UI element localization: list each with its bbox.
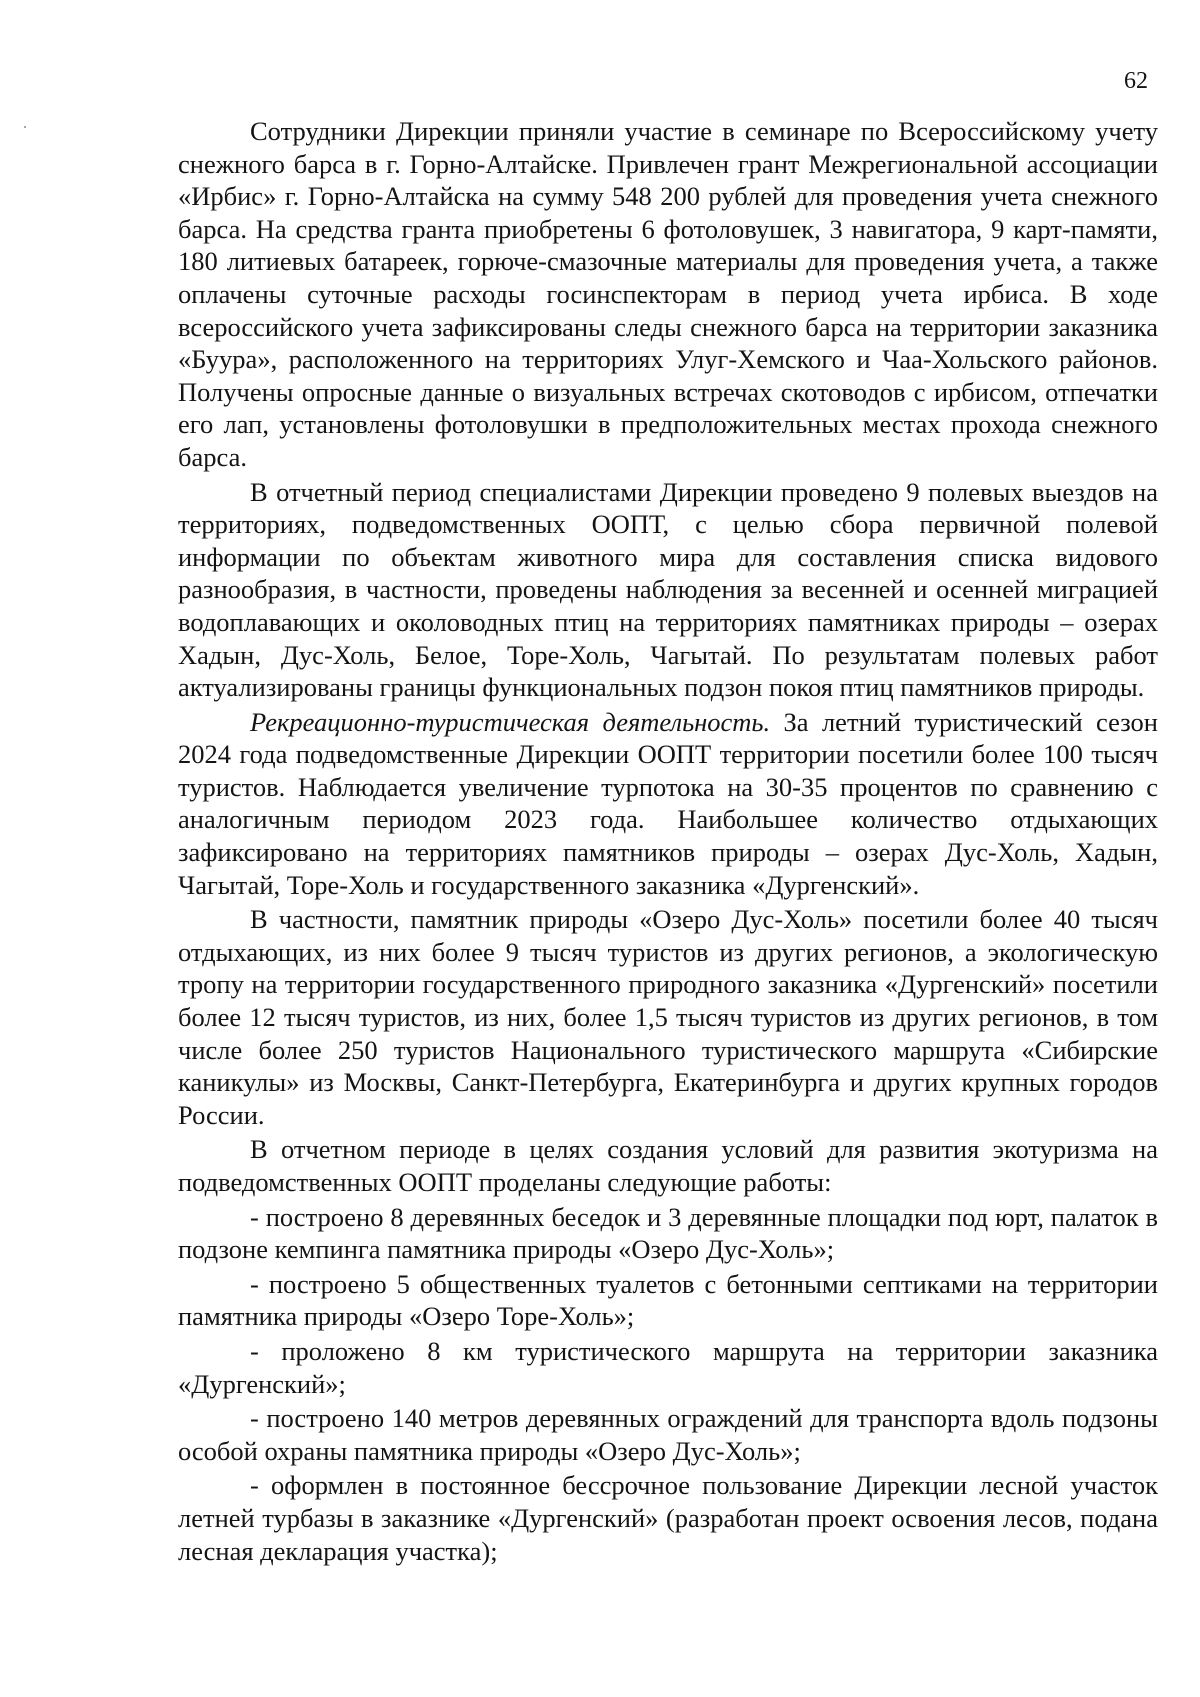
paragraph-recreation-tourism (178, 706, 1158, 902)
list-item-gazebos: - построено 8 деревянных беседок и 3 деревянные площадки под юрт, палаток в подзоне кемпинга памятника природы «Озеро Дус-Холь»; (178, 1201, 1158, 1265)
paragraph-ecotourism-works-intro: В отчетном периоде в целях создания условий для развития экотуризма на подведомственных ООПТ проделаны следующие работы: (178, 1134, 1158, 1197)
list-item-fences: - построено 140 метров деревянных ограждений для транспорта вдоль подзоны особой охраны памятника природы «Озеро Дус-Холь»; (178, 1403, 1158, 1466)
page-number: 62 (1124, 68, 1148, 94)
paragraph-snow-leopard-census: Сотрудники Дирекции приняли участие в семинаре по Всероссийскому учету снежного барса в г. Горно-Алтайске. Привлечен грант Межрегиональной ассоциации «Ирбис» г. Горно-Алтайска на сумму 548 200 рублей для проведения учета снежного барса. На средства гранта приобретены 6 фотоловушек, 3 навигатора, 9 карт-памяти, 180 литиевых батареек, горюче-смазочные материалы для проведения учета, а также оплачены суточные расходы госинспекторам в период учета ирбиса. В ходе всероссийского учета зафиксированы следы снежного барса на территории заказника «Буура», расположенного на территориях Улуг-Хемского и Чаа-Хольского районов. Получены опросные данные о визуальных встречах скотоводов с ирбисом, отпечатки его лап, установлены фотоловушки в предположительных местах прохода снежного барса. (178, 116, 1158, 472)
list-item-toilets: - построено 5 общественных туалетов с бетонными септиками на территории памятника природы «Озеро Торе-Холь»; (178, 1268, 1158, 1332)
list-item-tourist-route: - проложено 8 км туристического маршрута на территории заказника «Дургенский»; (178, 1335, 1158, 1399)
body-text (178, 115, 1158, 1569)
paragraph-field-trips: В отчетный период специалистами Дирекции проведено 9 полевых выездов на территориях, подведомственных ООПТ, с целью сбора первичной полевой информации по объектам животного мира для составления списка видового разнообразия, в частности, проведены наблюдения за весенней и осенней миграцией водоплавающих и околоводных птиц на территориях памятниках природы – озерах Хадын, Дус-Холь, Белое, Торе-Холь, Чагытай. По результатам полевых работ актуализированы границы функциональных подзон покоя птиц памятников природы. (178, 476, 1158, 703)
list-item-forest-plot: - оформлен в постоянное бессрочное пользование Дирекции лесной участок летней турбазы в заказнике «Дургенский» (разработан проект освоения лесов, подана лесная декларация участка); (178, 1470, 1158, 1566)
scan-speck (24, 126, 26, 128)
paragraph-recreation-text: За летний туристический сезон 2024 года подведомственные Дирекции ООПТ территории посетили более 100 тысяч туристов. Наблюдается увеличение турпотока на 30-35 процентов по сравнению с аналогичным периодом 2023 года. Наибольшее количество отдыхающих зафиксировано на территориях памятников природы – озерах Дус-Холь, Хадын, Чагытай, Торе-Холь и государственного заказника «Дургенский». (178, 706, 1158, 900)
section-lead-recreation: Рекреационно-туристическая деятельность. (250, 706, 771, 737)
paragraph-visitors-detail: В частности, памятник природы «Озеро Дус-Холь» посетили более 40 тысяч отдыхающих, из них более 9 тысяч туристов из других регионов, а экологическую тропу на территории государственного природного заказника «Дургенский» посетили более 12 тысяч туристов, из них, более 1,5 тысяч туристов из других регионов, в том числе более 250 туристов Национального туристического маршрута «Сибирские каникулы» из Москвы, Санкт-Петербурга, Екатеринбурга и других крупных городов России. (178, 904, 1158, 1130)
